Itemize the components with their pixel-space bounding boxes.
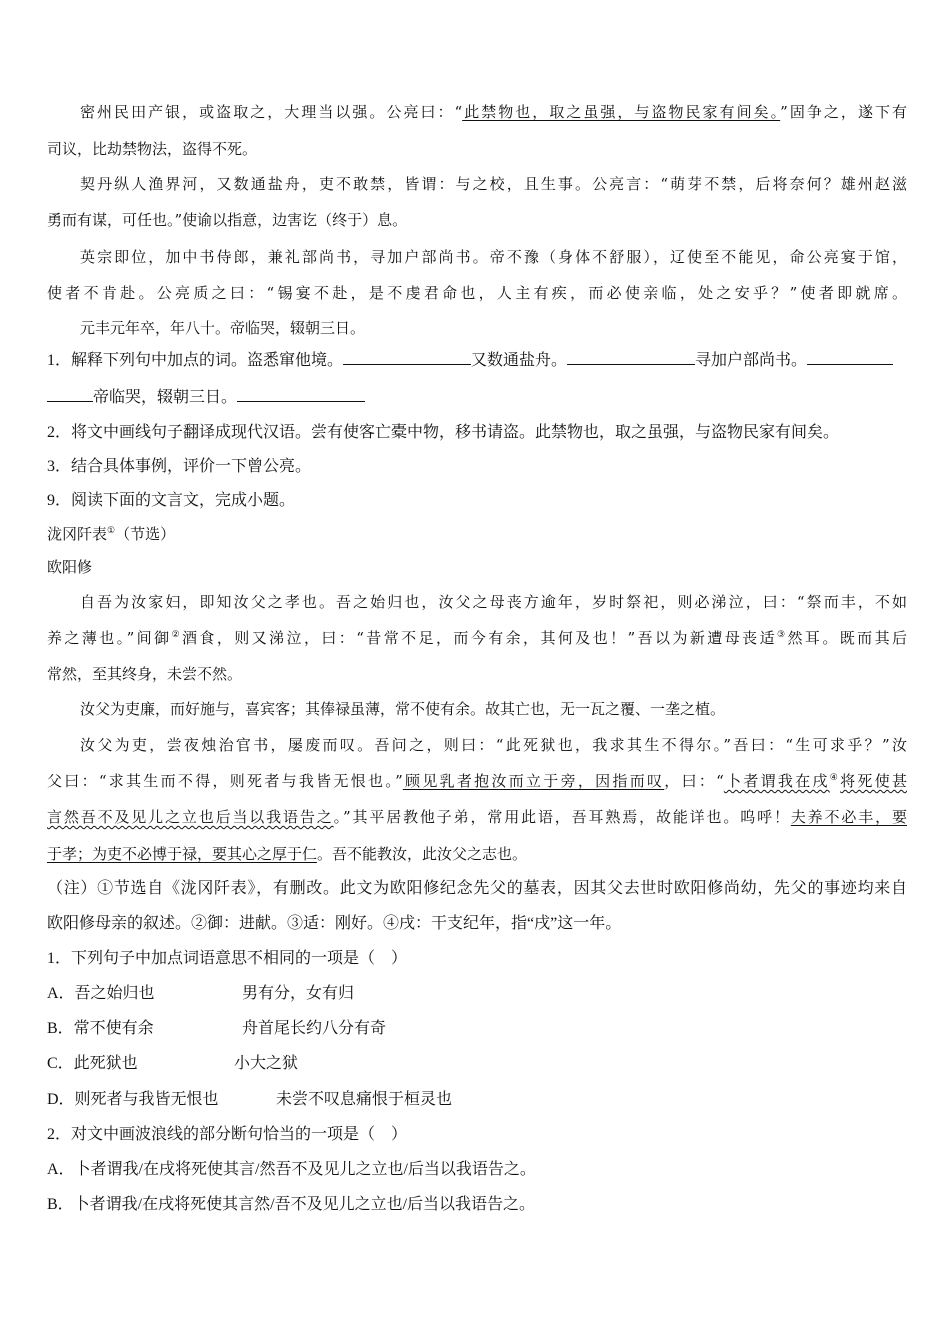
answer-blank-3-cont[interactable]: [47, 387, 93, 402]
answer-blank-3[interactable]: [807, 350, 893, 365]
option-c[interactable]: C．此死狱也 小大之狱: [47, 1055, 299, 1072]
passage2-title: 泷冈阡表①（节选）: [47, 525, 176, 543]
passage1-paragraph2-line2: 勇而有谋，可任也。”使谕以指意，边害讫（终于）息。: [47, 211, 408, 229]
option-a[interactable]: A．吾之始归也 男有分，女有归: [47, 985, 355, 1002]
option-d[interactable]: D．则死者与我皆无恨也 未尝不叹息痛恨于桓灵也: [47, 1091, 453, 1108]
wavy-underlined-sentence: 言然吾不及见儿之立也后当以我语告之: [47, 808, 334, 826]
passage2-intro: 9．阅读下面的文言文，完成小题。: [47, 492, 296, 509]
option-b[interactable]: B．常不使有余 舟首尾长约八分有奇: [47, 1020, 387, 1037]
sub-question2-option-a[interactable]: A．卜者谓我/在戌将死使其言/然吾不及见儿之立也/后当以我语告之。: [47, 1161, 536, 1178]
answer-blank-2[interactable]: [567, 350, 695, 365]
underlined-sentence: 夫养不必丰，要: [790, 808, 907, 826]
passage2-author: 欧阳修: [47, 558, 93, 576]
annotation-line2: 欧阳修母亲的叙述。②御：进献。③适：刚好。④戌：干支纪年，指“戌”这一年。: [47, 915, 622, 932]
passage1-paragraph3-line2: 使者不肯赴。公亮质之曰：“锡宴不赴，是不虔君命也，人主有疾，而必使亲临，处之安乎？”使者即就席。: [47, 284, 907, 302]
underlined-sentence: 此禁物也，取之虽强，与盗物民家有间矣。: [462, 103, 781, 121]
sub-question2-option-b[interactable]: B．卜者谓我/在戌将死使其言然/吾不及见儿之立也/后当以我语告之。: [47, 1196, 536, 1213]
annotation-line1: （注）①节选自《泷冈阡表》，有删改。此文为欧阳修纪念先父的墓表，因其父去世时欧阳修尚幼，先父的事迹均来自: [47, 880, 907, 897]
underlined-sentence: 顾见乳者抱汝而立于旁，因指而叹: [402, 772, 665, 790]
passage1-paragraph1-line2: 司议，比劫禁物法，盗得不死。: [47, 140, 258, 158]
question1-line2: 帝临哭，辍朝三日。: [47, 387, 907, 408]
passage2-paragraph3-line1: 汝父为吏，尝夜烛治官书，屡废而叹。吾问之，则曰：“此死狱也，我求其生不得尔。”吾曰：“生可求乎？”汝: [80, 736, 907, 754]
passage2-paragraph3-line4: 于孝；为吏不必博于禄，要其心之厚于仁。吾不能教汝，此汝父之志也。: [47, 845, 528, 863]
answer-blank-4[interactable]: [237, 387, 365, 402]
question1-line1: 1．解释下列句中加点的词。盗悉窜他境。 又数通盐舟。 寻加户部尚书。: [47, 350, 907, 371]
passage2-paragraph3-line3: 言然吾不及见儿之立也后当以我语告之。”其平居教他子弟，常用此语，吾耳熟焉，故能详也。呜呼！夫养不必丰，要: [47, 808, 907, 826]
sub-question1-stem: 1．下列句子中加点词语意思不相同的一项是（ ）: [47, 950, 408, 967]
passage2-paragraph3-line2: 父曰：“求其生而不得，则死者与我皆无恨也。”顾见乳者抱汝而立于旁，因指而叹，曰：“卜者谓我在戌④将死使甚: [47, 772, 907, 790]
passage2-paragraph1-line1: 自吾为汝家妇，即知汝父之孝也。吾之始归也，汝父之母丧方逾年，岁时祭祀，则必涕泣，曰：“祭而丰，不如: [80, 593, 907, 611]
passage2-paragraph1-line3: 常然，至其终身，未尝不然。: [47, 665, 243, 683]
question3: 3．结合具体事例，评价一下曾公亮。: [47, 458, 312, 475]
wavy-underlined-sentence: 将死使甚: [840, 772, 907, 790]
passage1-paragraph4-line1: 元丰元年卒，年八十。帝临哭，辍朝三日。: [80, 319, 366, 337]
passage1-paragraph1-line1: 密州民田产银，或盗取之，大理当以强。公亮曰：“此禁物也，取之虽强，与盗物民家有间矣。”固争之，遂下有: [80, 103, 907, 121]
passage2-paragraph1-line2: 养之薄也。”间御②酒食，则又涕泣，曰：“昔常不足，而今有余，其何及也！”吾以为新遭母丧适③然耳。既而其后: [47, 629, 907, 647]
underlined-sentence: 于孝；为吏不必博于禄，要其心之厚于仁: [47, 845, 318, 863]
passage2-paragraph2-line1: 汝父为吏廉，而好施与，喜宾客；其俸禄虽薄，常不使有余。故其亡也，无一瓦之覆、一垄之植。: [80, 700, 726, 718]
passage1-paragraph2-line1: 契丹纵人渔界河，又数通盐舟，吏不敢禁，皆谓：与之校，且生事。公亮言：“萌芽不禁，后将奈何？雄州赵滋: [80, 175, 907, 193]
passage1-paragraph3-line1: 英宗即位，加中书侍郎，兼礼部尚书，寻加户部尚书。帝不豫（身体不舒服），辽使至不能见，命公亮宴于馆，: [80, 248, 907, 266]
answer-blank-1[interactable]: [343, 350, 471, 365]
wavy-underlined-sentence: 卜者谓我在戌: [723, 772, 830, 790]
sub-question2-stem: 2．对文中画波浪线的部分断句恰当的一项是（ ）: [47, 1126, 408, 1143]
question2: 2．将文中画线句子翻译成现代汉语。尝有使客亡橐中物，移书请盗。此禁物也，取之虽强，与盗物民家有间矣。: [47, 424, 840, 441]
